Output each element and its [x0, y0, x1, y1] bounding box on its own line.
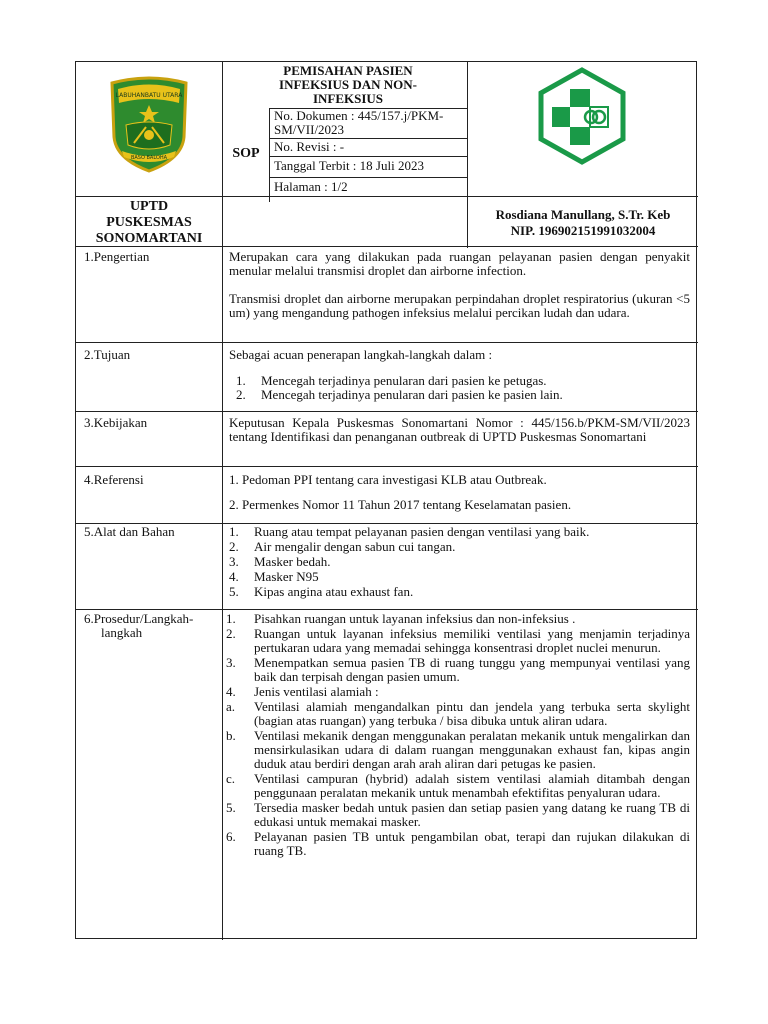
list-marker: 3. [226, 655, 236, 670]
label-prosedur-line1: 6.Prosedur/Langkah- [84, 611, 194, 626]
list-item [226, 729, 690, 771]
list-text: Air mengalir dengan sabun cui tangan. [254, 539, 456, 554]
prosedur-list [226, 612, 690, 858]
list-marker: 4. [229, 569, 239, 584]
signer-block [468, 207, 698, 239]
list-item [229, 525, 690, 539]
list-item [226, 627, 690, 655]
list-marker: b. [226, 728, 236, 743]
regency-emblem [104, 75, 194, 175]
list-marker: 1. [236, 373, 246, 388]
label-tujuan: 2.Tujuan [84, 347, 131, 362]
list-text: Mencegah terjadinya penularan dari pasien ke pasien lain. [261, 387, 563, 402]
pengertian-p2: Transmisi droplet dan airborne merupakan perpindahan droplet respiratorius (ukuran <5 um) yang mengandung pathogen infeksius melalui percikan ludah dan udara. [229, 291, 690, 320]
referensi-1: 1. Pedoman PPI tentang cara investigasi KLB atau Outbreak. [229, 472, 547, 487]
organization-name [76, 199, 222, 247]
list-item [229, 540, 690, 554]
org-line-1: UPTD [129, 199, 169, 214]
emblem-text-top: LABUHANBATU UTARA [115, 92, 183, 99]
list-text: Masker N95 [254, 569, 319, 584]
list-text: Ventilasi mekanik dengan menggunakan peralatan mekanik untuk mengalirkan dan mensirkulasikan udara di dalam ruangan menggunakan exhaust fan, kipas angin duduk atau berdiri dengan arah arah aliran dari petugas ke pasien. [254, 728, 690, 771]
list-marker: 2. [229, 539, 239, 554]
list-item [226, 656, 690, 684]
list-marker: 4. [226, 684, 236, 699]
issue-date: Tanggal Terbit : 18 Juli 2023 [274, 158, 424, 173]
divider [222, 246, 223, 940]
alat-list [229, 525, 690, 599]
list-marker: 1. [226, 611, 236, 626]
list-text: Ruangan untuk layanan infeksius memiliki ventilasi yang menjamin terjadinya pertukaran udara yang memadai sehingga konsentrasi droplet nuclei menurun. [254, 626, 690, 655]
list-text: Ventilasi alamiah mengandalkan pintu dan jendela yang terbuka serta skylight (bagian atas ruangan) yang terbuka / bisa dibuka untuk aliran udara. [254, 699, 690, 728]
divider [269, 177, 468, 178]
list-item [226, 700, 690, 728]
list-item [236, 388, 690, 402]
sop-label: SOP [232, 146, 260, 161]
signer-name: Rosdiana Manullang, S.Tr. Keb [495, 207, 671, 222]
divider [76, 196, 698, 197]
list-marker: 1. [229, 524, 239, 539]
list-text: Masker bedah. [254, 554, 331, 569]
sop-document [75, 61, 697, 939]
list-marker: c. [226, 771, 236, 786]
org-line-2: PUSKESMAS [106, 215, 192, 230]
list-marker: 2. [236, 387, 246, 402]
list-marker: 5. [226, 800, 236, 815]
list-item [229, 555, 690, 569]
list-text: Tersedia masker bedah untuk pasien dan setiap pasien yang datang ke ruang TB di edukasi untuk memakai masker. [254, 800, 690, 829]
puskesmas-logo [532, 67, 632, 167]
list-item [236, 374, 690, 388]
label-kebijakan: 3.Kebijakan [84, 415, 148, 430]
document-title: PEMISAHAN PASIEN INFEKSIUS DAN NON-INFEKSIUS [279, 63, 417, 106]
kebijakan-text: Keputusan Kepala Puskesmas Sonomartani Nomor : 445/156.b/PKM-SM/VII/2023 tentang Identifikasi dan penanganan outbreak di UPTD Puskesmas Sonomartani [229, 415, 690, 444]
list-text: Mencegah terjadinya penularan dari pasien ke petugas. [261, 373, 547, 388]
list-text: Jenis ventilasi alamiah : [254, 684, 379, 699]
list-item [229, 585, 690, 599]
list-text: Menempatkan semua pasien TB di ruang tunggu yang mempunyai ventilasi yang baik dan terpisah dengan pasien umum. [254, 655, 690, 684]
label-alat-bahan: 5.Alat dan Bahan [84, 524, 175, 539]
divider [269, 108, 270, 202]
list-marker: 2. [226, 626, 236, 641]
list-item [226, 801, 690, 829]
list-item [226, 612, 690, 626]
list-item [226, 685, 690, 699]
divider [76, 466, 698, 467]
divider [76, 342, 698, 343]
list-marker: 5. [229, 584, 239, 599]
list-marker: 6. [226, 829, 236, 844]
pengertian-p1: Merupakan cara yang dilakukan pada ruangan pelayanan pasien dengan penyakit menular melalui transmisi droplet dan airborne infection. [229, 249, 690, 278]
document-number: No. Dokumen : 445/157.j/PKM-SM/VII/2023 [274, 108, 444, 137]
list-text: Pelayanan pasien TB untuk pengambilan obat, terapi dan rujukan dilakukan di ruang TB. [254, 829, 690, 858]
page-number: Halaman : 1/2 [274, 179, 348, 194]
label-pengertian: 1.Pengertian [84, 249, 150, 264]
list-marker: 3. [229, 554, 239, 569]
org-line-3: SONOMARTANI [95, 231, 203, 246]
list-text: Ventilasi campuran (hybrid) adalah sistem ventilasi alamiah ditambah dengan penggunaan peralatan mekanik untuk menambah efektifitas penyaluran udara. [254, 771, 690, 800]
label-prosedur [84, 612, 222, 640]
emblem-text-bottom: BASO BALOHA [130, 155, 168, 161]
list-item [229, 570, 690, 584]
label-referensi: 4.Referensi [84, 472, 144, 487]
tujuan-list [236, 374, 690, 402]
list-item [226, 830, 690, 858]
divider [269, 156, 468, 157]
list-item [226, 772, 690, 800]
list-text: Kipas angina atau exhaust fan. [254, 584, 414, 599]
list-text: Ruang atau tempat pelayanan pasien dengan ventilasi yang baik. [254, 524, 590, 539]
revision-number: No. Revisi : - [274, 139, 345, 154]
list-marker: a. [226, 699, 236, 714]
referensi-2: 2. Permenkes Nomor 11 Tahun 2017 tentang Keselamatan pasien. [229, 497, 572, 512]
signer-nip: NIP. 196902151991032004 [510, 223, 656, 238]
label-prosedur-line2: langkah [101, 625, 143, 640]
tujuan-intro: Sebagai acuan penerapan langkah-langkah dalam : [229, 347, 493, 362]
divider [76, 609, 698, 610]
list-text: Pisahkan ruangan untuk layanan infeksius dan non-infeksius . [254, 611, 576, 626]
divider [76, 411, 698, 412]
